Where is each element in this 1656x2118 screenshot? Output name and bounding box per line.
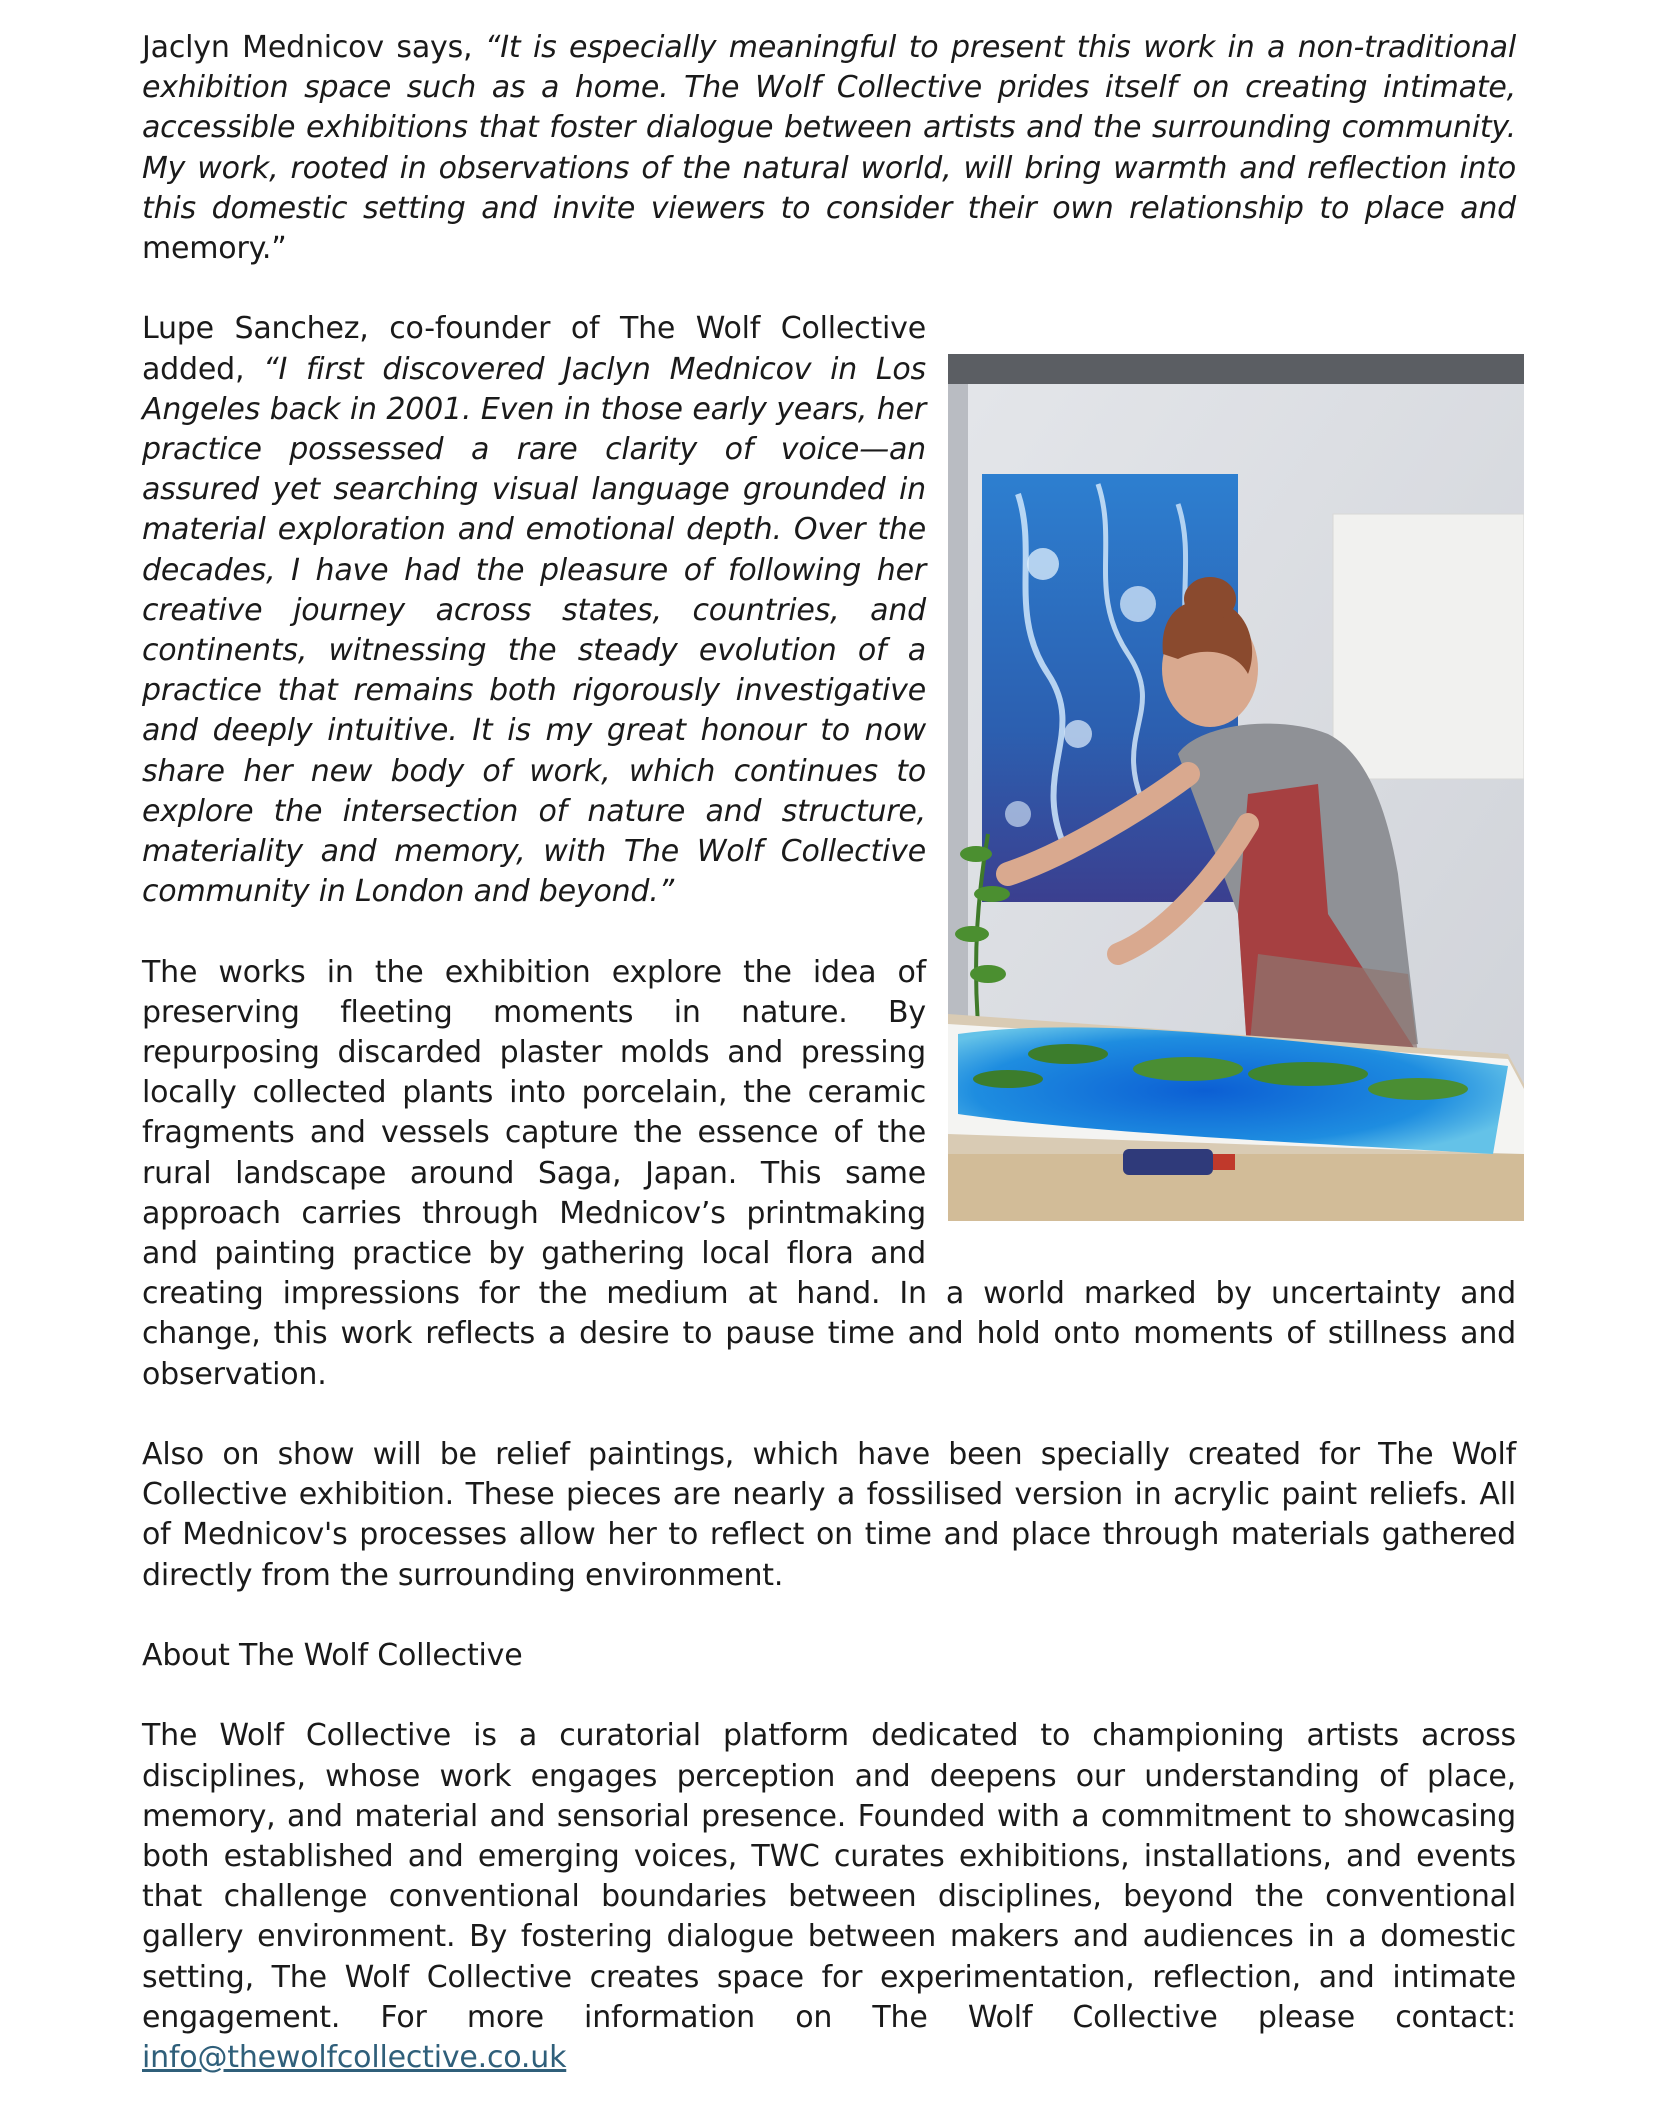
works-paragraph: The works in the exhibition explore the idea of preserving fleeting moments in nature. By repurposing discarded plaster molds and pressing locally collected plants into porcelain, the ceramic fragments and vessels capture the essence of the rural landscape around Saga, Japan. This same approach carries through Mednicov’s printmaking and painting practice by gathering local flora and creating impressions for the medium at hand. In a world marked by uncertainty and change, this work reflects a desire to pause time and hold onto moments of stillness and observation. bbox=[142, 954, 1516, 1392]
intro-quote: “It is especially meaningful to present this work in a non-traditional exhibition space such as a home. The Wolf Collective prides itself on creating intimate, accessible exhibitions that foster dialogue between artists and the surrounding community. My work, rooted in observations of the natural world, will bring warmth and reflection into this domestic setting and invite viewers to consider their own relationship to place and bbox=[142, 30, 1516, 226]
relief-paragraph: Also on show will be relief paintings, which have been specially created for The Wolf Collective exhibition. These pieces are nearly a fossilised version in acrylic paint reliefs. All of Mednicov's processes allow her to reflect on time and place through materials gathered directly from the surrounding environment. bbox=[142, 1437, 1516, 1593]
contact-email-link[interactable]: info@thewolfcollective.co.uk bbox=[142, 2040, 567, 2076]
second-speaker: Lupe Sanchez, co-founder of The Wolf Collective added, bbox=[142, 311, 926, 387]
about-paragraph bbox=[142, 1716, 1516, 2078]
about-heading: About The Wolf Collective bbox=[142, 1638, 523, 1674]
intro-paragraph bbox=[142, 28, 1516, 269]
white-relief-painting bbox=[1333, 514, 1524, 779]
about-text: The Wolf Collective is a curatorial platform dedicated to championing artists across disciplines, whose work engages perception and deepens our understanding of place, memory, and material and sensorial presence. Founded with a commitment to showcasing both established and emerging voices, TWC curates exhibitions, installations, and events that challenge conventional boundaries between disciplines, beyond the conventional gallery environment. By fostering dialogue between makers and audiences in a domestic setting, The Wolf Collective creates space for experimentation, reflection, and intimate engagement. For more information on The Wolf Collective please contact: bbox=[142, 1718, 1516, 2035]
second-quote: “I first discovered Jaclyn Mednicov in Los Angeles back in 2001. Even in those early years, her practice possessed a rare clarity of voice—an assured yet searching visual language grounded in material exploration and emotional depth. Over the decades, I have had the pleasure of following her creative journey across states, countries, and continents, witnessing the steady evolution of a practice that remains both rigorously investigative and deeply intuitive. It is my great honour to now share her new body of work, which continues to explore the intersection of nature and structure, materiality and memory, with The Wolf Collective community in London and beyond.” bbox=[142, 351, 926, 910]
intro-speaker: Jaclyn Mednicov says, bbox=[142, 30, 485, 65]
intro-quote-end: memory.” bbox=[142, 231, 287, 267]
artist-photo bbox=[948, 354, 1524, 1221]
text-column bbox=[142, 28, 1516, 2118]
artist-at-work-illustration bbox=[948, 354, 1524, 1221]
